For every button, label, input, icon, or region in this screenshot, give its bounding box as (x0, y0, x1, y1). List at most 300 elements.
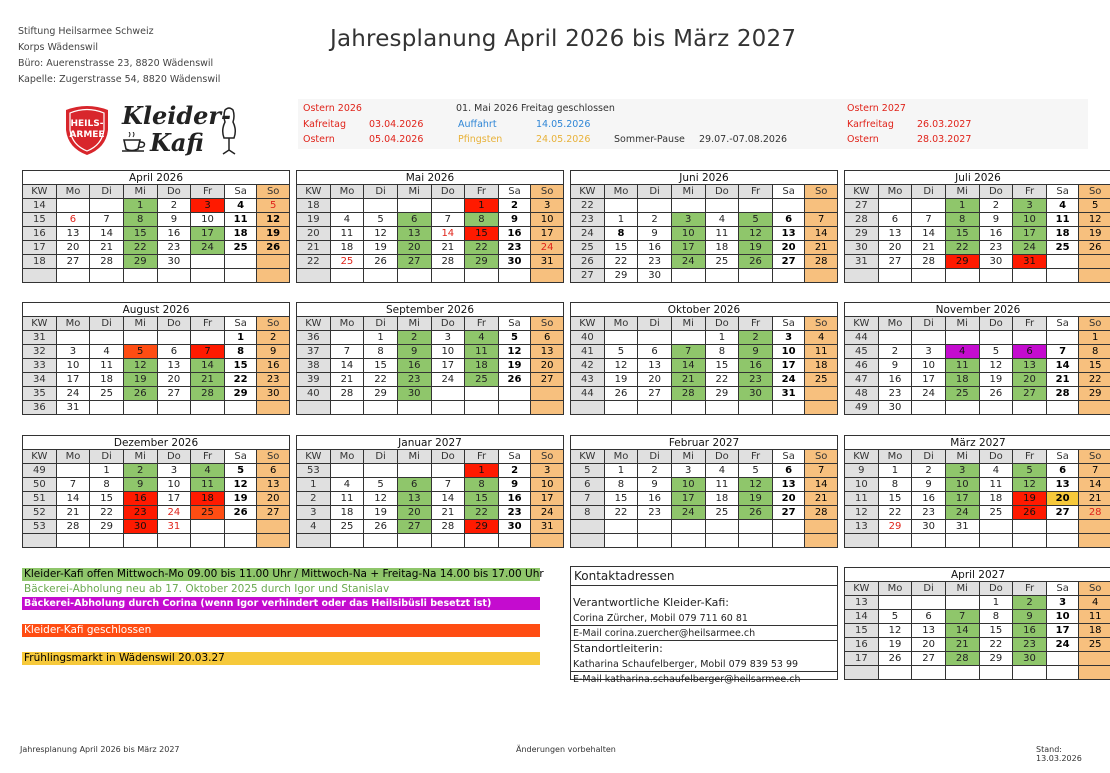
day-cell (191, 331, 225, 345)
kafreitag-date: 03.04.2026 (369, 119, 424, 130)
week-row (845, 199, 1110, 213)
day-cell (224, 269, 257, 283)
day-cell: 29 (123, 255, 157, 269)
day-cell: 7 (56, 478, 90, 492)
day-cell: 13 (56, 227, 90, 241)
day-cell: 10 (157, 478, 191, 492)
day-cell: 28 (912, 255, 946, 269)
day-cell: 6 (397, 213, 431, 227)
week-row (571, 492, 838, 506)
day-cell: 26 (224, 506, 257, 520)
month-title: September 2026 (297, 303, 564, 317)
week-row (297, 241, 564, 255)
day-cell: 1 (364, 331, 398, 345)
weekday-header: Di (638, 317, 672, 331)
day-cell: 18 (224, 227, 257, 241)
weekday-header: Fr (1013, 450, 1047, 464)
day-cell: 10 (772, 345, 805, 359)
day-cell (671, 199, 705, 213)
day-cell (465, 269, 499, 283)
day-cell (531, 387, 564, 401)
month-table (570, 435, 838, 548)
day-cell: 28 (1079, 506, 1110, 520)
weekday-header: Di (912, 317, 946, 331)
day-cell (90, 269, 124, 283)
weekday-header: Do (979, 185, 1013, 199)
day-cell: 25 (330, 520, 364, 534)
weekday-header: Fr (465, 317, 499, 331)
day-cell: 15 (979, 624, 1013, 638)
day-cell: 9 (878, 359, 912, 373)
day-cell: 18 (705, 492, 739, 506)
day-cell (498, 387, 531, 401)
weekday-header: Mi (671, 185, 705, 199)
day-cell: 10 (431, 345, 465, 359)
week-row (845, 241, 1110, 255)
week-row (297, 199, 564, 213)
day-cell (330, 401, 364, 415)
week-row (845, 227, 1110, 241)
day-cell: 4 (330, 213, 364, 227)
day-cell: 30 (878, 401, 912, 415)
day-cell (330, 199, 364, 213)
weekday-header: Do (705, 450, 739, 464)
day-cell: 13 (397, 227, 431, 241)
day-cell: 23 (878, 387, 912, 401)
day-cell: 27 (912, 652, 946, 666)
day-cell (912, 534, 946, 548)
day-cell: 2 (638, 213, 672, 227)
week-number: 40 (297, 387, 331, 401)
day-cell: 12 (739, 478, 773, 492)
week-row (297, 359, 564, 373)
day-cell: 19 (1013, 492, 1047, 506)
day-cell (671, 520, 705, 534)
day-cell: 7 (330, 345, 364, 359)
day-cell: 4 (191, 464, 225, 478)
day-cell: 19 (364, 506, 398, 520)
mai-note: 01. Mai 2026 Freitag geschlossen (456, 103, 615, 114)
weekday-header: Do (979, 582, 1013, 596)
day-cell: 10 (671, 478, 705, 492)
day-cell: 3 (1013, 199, 1047, 213)
day-cell (431, 199, 465, 213)
month-title: Dezember 2026 (23, 436, 290, 450)
weekday-header: Do (431, 450, 465, 464)
week-row (297, 478, 564, 492)
week-row (23, 241, 290, 255)
week-number: 21 (297, 241, 331, 255)
day-cell (364, 534, 398, 548)
day-cell: 22 (604, 506, 638, 520)
day-cell (56, 464, 90, 478)
week-row (845, 213, 1110, 227)
day-cell (1046, 401, 1079, 415)
day-cell: 26 (739, 255, 773, 269)
ostern-2027-date: 28.03.2027 (917, 134, 972, 145)
day-cell: 12 (979, 359, 1013, 373)
day-cell: 18 (465, 359, 499, 373)
month-title: Januar 2027 (297, 436, 564, 450)
day-cell (671, 534, 705, 548)
day-cell (945, 666, 979, 680)
day-cell (364, 269, 398, 283)
day-cell: 16 (979, 227, 1013, 241)
week-number (571, 401, 605, 415)
day-cell: 16 (878, 373, 912, 387)
day-cell: 10 (191, 213, 225, 227)
day-cell: 30 (739, 387, 773, 401)
day-cell (123, 401, 157, 415)
day-cell: 30 (638, 269, 672, 283)
week-number: 28 (845, 213, 879, 227)
day-cell: 18 (330, 241, 364, 255)
day-cell: 7 (1079, 464, 1110, 478)
day-cell: 25 (90, 387, 124, 401)
month-title: Juli 2026 (845, 171, 1110, 185)
week-row (845, 331, 1110, 345)
day-cell (224, 534, 257, 548)
week-row (571, 387, 838, 401)
day-cell: 19 (604, 373, 638, 387)
weekday-header: Do (705, 185, 739, 199)
week-number: 33 (23, 359, 57, 373)
week-number: 19 (297, 213, 331, 227)
day-cell: 26 (498, 373, 531, 387)
weekday-header: Mi (945, 450, 979, 464)
week-number: 10 (845, 478, 879, 492)
week-row (23, 227, 290, 241)
day-cell: 7 (945, 610, 979, 624)
weekday-header: Sa (224, 450, 257, 464)
week-number: 50 (23, 478, 57, 492)
weekday-header: Do (979, 317, 1013, 331)
month-table (844, 302, 1110, 415)
day-cell (531, 269, 564, 283)
day-cell: 24 (912, 387, 946, 401)
weekday-header: Fr (739, 185, 773, 199)
day-cell: 20 (1013, 373, 1047, 387)
site-lead-name: Katharina Schaufelberger, Mobil 079 839 53 99 (571, 657, 837, 672)
day-cell (498, 534, 531, 548)
day-cell (912, 331, 946, 345)
day-cell: 17 (1046, 624, 1079, 638)
week-number: 14 (845, 610, 879, 624)
day-cell: 14 (90, 227, 124, 241)
day-cell: 19 (123, 373, 157, 387)
day-cell: 28 (945, 652, 979, 666)
day-cell (90, 199, 124, 213)
day-cell: 27 (257, 506, 290, 520)
day-cell: 8 (604, 227, 638, 241)
ostern-2026-title: Ostern 2026 (303, 103, 362, 114)
day-cell (257, 401, 290, 415)
weekday-header: Sa (224, 317, 257, 331)
week-row (571, 506, 838, 520)
day-cell (945, 401, 979, 415)
day-cell: 19 (878, 638, 912, 652)
day-cell: 22 (90, 506, 124, 520)
weekday-header: Sa (1046, 582, 1079, 596)
footer-center: Änderungen vorbehalten (516, 745, 616, 754)
weekday-header: Mo (56, 450, 90, 464)
day-cell: 26 (1013, 506, 1047, 520)
day-cell: 27 (157, 387, 191, 401)
day-cell: 12 (364, 227, 398, 241)
day-cell: 5 (604, 345, 638, 359)
day-cell: 5 (257, 199, 290, 213)
day-cell: 22 (123, 241, 157, 255)
day-cell: 12 (878, 624, 912, 638)
week-number: 16 (845, 638, 879, 652)
responsible-name: Corina Zürcher, Mobil 079 711 60 81 (571, 611, 837, 626)
karfreitag-label: Karfreitag (847, 119, 894, 130)
day-cell: 10 (56, 359, 90, 373)
week-number (845, 534, 879, 548)
day-cell: 6 (772, 464, 805, 478)
day-cell (772, 199, 805, 213)
day-cell: 31 (1013, 255, 1047, 269)
month-table (570, 170, 838, 283)
weekday-header: KW (571, 185, 605, 199)
day-cell (979, 269, 1013, 283)
day-cell: 11 (1079, 610, 1110, 624)
day-cell: 13 (1046, 478, 1079, 492)
day-cell: 11 (979, 478, 1013, 492)
day-cell: 5 (364, 213, 398, 227)
day-cell: 8 (979, 610, 1013, 624)
day-cell: 23 (1013, 638, 1047, 652)
day-cell: 28 (805, 506, 838, 520)
day-cell: 12 (257, 213, 290, 227)
month-table (296, 302, 564, 415)
weekday-header: Fr (191, 317, 225, 331)
day-cell: 24 (671, 506, 705, 520)
weekday-header: Mo (604, 185, 638, 199)
day-cell: 26 (878, 652, 912, 666)
day-cell: 19 (1079, 227, 1110, 241)
day-cell (364, 199, 398, 213)
day-cell (330, 534, 364, 548)
weekday-header: Di (90, 317, 124, 331)
day-cell: 7 (671, 345, 705, 359)
day-cell: 21 (805, 241, 838, 255)
day-cell: 7 (1046, 345, 1079, 359)
day-cell: 4 (224, 199, 257, 213)
day-cell (1046, 331, 1079, 345)
week-number (297, 269, 331, 283)
week-number: 8 (571, 506, 605, 520)
day-cell: 8 (945, 213, 979, 227)
day-cell: 24 (671, 255, 705, 269)
month-table (296, 170, 564, 283)
day-cell (56, 199, 90, 213)
day-cell: 7 (90, 213, 124, 227)
weekday-header: Fr (739, 450, 773, 464)
week-number: 13 (845, 520, 879, 534)
week-number: 16 (23, 227, 57, 241)
month-table (22, 302, 290, 415)
auffahrt-label: Auffahrt (458, 119, 497, 130)
weekday-header: KW (845, 450, 879, 464)
day-cell: 9 (123, 478, 157, 492)
day-cell: 11 (224, 213, 257, 227)
day-cell: 3 (157, 464, 191, 478)
month-calendar (570, 435, 838, 548)
day-cell: 23 (157, 241, 191, 255)
day-cell (431, 464, 465, 478)
week-row (297, 387, 564, 401)
day-cell: 28 (431, 520, 465, 534)
day-cell: 8 (364, 345, 398, 359)
week-number (845, 269, 879, 283)
day-cell: 26 (979, 387, 1013, 401)
week-row (845, 387, 1110, 401)
day-cell: 18 (191, 492, 225, 506)
day-cell: 17 (531, 227, 564, 241)
day-cell: 21 (56, 506, 90, 520)
day-cell: 8 (465, 478, 499, 492)
week-row (845, 373, 1110, 387)
day-cell (56, 331, 90, 345)
day-cell: 6 (772, 213, 805, 227)
week-number (23, 269, 57, 283)
day-cell (157, 534, 191, 548)
day-cell (1079, 652, 1110, 666)
week-number: 36 (23, 401, 57, 415)
day-cell: 26 (1079, 241, 1110, 255)
day-cell: 29 (979, 652, 1013, 666)
day-cell (945, 596, 979, 610)
day-cell: 2 (878, 345, 912, 359)
svg-text:HEILS-: HEILS- (70, 119, 104, 129)
day-cell: 6 (1013, 345, 1047, 359)
week-row (23, 492, 290, 506)
day-cell: 11 (1046, 213, 1079, 227)
day-cell: 2 (157, 199, 191, 213)
day-cell: 3 (772, 331, 805, 345)
day-cell (705, 269, 739, 283)
day-cell: 25 (330, 255, 364, 269)
day-cell: 12 (123, 359, 157, 373)
day-cell (397, 199, 431, 213)
day-cell: 1 (945, 199, 979, 213)
month-calendar (296, 435, 564, 548)
day-cell: 8 (224, 345, 257, 359)
day-cell (705, 520, 739, 534)
day-cell: 1 (90, 464, 124, 478)
day-cell: 27 (772, 255, 805, 269)
day-cell: 5 (364, 478, 398, 492)
weekday-header: KW (845, 317, 879, 331)
day-cell: 15 (465, 227, 499, 241)
month-title: Mai 2026 (297, 171, 564, 185)
weekday-header: So (257, 450, 290, 464)
logo-text-line1: Kleider- (122, 101, 232, 130)
weekday-header: KW (571, 317, 605, 331)
day-cell: 1 (465, 464, 499, 478)
day-cell: 6 (1046, 464, 1079, 478)
day-cell: 1 (705, 331, 739, 345)
weekday-header: Sa (498, 450, 531, 464)
day-cell: 19 (739, 492, 773, 506)
day-cell: 24 (431, 373, 465, 387)
day-cell (805, 199, 838, 213)
weekday-header: Mi (945, 317, 979, 331)
week-number: 6 (571, 478, 605, 492)
day-cell: 21 (805, 492, 838, 506)
weekday-header: Mo (56, 185, 90, 199)
weekday-header: KW (297, 450, 331, 464)
week-row (23, 534, 290, 548)
day-cell: 7 (191, 345, 225, 359)
month-calendar (296, 170, 564, 283)
day-cell: 2 (979, 199, 1013, 213)
week-number: 7 (571, 492, 605, 506)
day-cell (224, 401, 257, 415)
day-cell: 11 (330, 492, 364, 506)
org-chapel: Kapelle: Zugerstrasse 54, 8820 Wädenswil (18, 74, 221, 85)
day-cell: 13 (878, 227, 912, 241)
weekday-header: Di (364, 185, 398, 199)
contacts-title: Kontaktadressen (571, 567, 837, 586)
weekday-header: So (531, 185, 564, 199)
week-row (297, 213, 564, 227)
day-cell: 1 (465, 199, 499, 213)
week-number: 15 (845, 624, 879, 638)
day-cell (772, 269, 805, 283)
day-cell (1046, 269, 1079, 283)
week-number: 3 (297, 506, 331, 520)
week-row (23, 331, 290, 345)
month-calendar (570, 302, 838, 415)
day-cell: 19 (498, 359, 531, 373)
day-cell: 11 (945, 359, 979, 373)
legend-closed: Kleider-Kafi geschlossen (22, 624, 540, 637)
day-cell: 4 (705, 464, 739, 478)
day-cell: 2 (397, 331, 431, 345)
ostern-date: 05.04.2026 (369, 134, 424, 145)
day-cell (224, 520, 257, 534)
day-cell (56, 269, 90, 283)
auffahrt-date: 14.05.2026 (536, 119, 591, 130)
day-cell (498, 401, 531, 415)
day-cell: 23 (498, 241, 531, 255)
day-cell: 29 (878, 520, 912, 534)
day-cell: 13 (638, 359, 672, 373)
weekday-header: So (531, 317, 564, 331)
day-cell (739, 199, 773, 213)
day-cell (638, 199, 672, 213)
weekday-header: Mi (123, 317, 157, 331)
weekday-header: So (1079, 582, 1110, 596)
day-cell: 16 (912, 492, 946, 506)
day-cell: 22 (465, 241, 499, 255)
day-cell: 24 (191, 241, 225, 255)
sommer-label: Sommer-Pause (614, 134, 685, 145)
weekday-header: Mi (945, 582, 979, 596)
day-cell: 18 (1046, 227, 1079, 241)
day-cell: 22 (979, 638, 1013, 652)
day-cell: 14 (330, 359, 364, 373)
day-cell: 22 (1079, 373, 1110, 387)
week-number (297, 534, 331, 548)
weekday-header: Fr (191, 450, 225, 464)
day-cell (878, 199, 912, 213)
weekday-header: Di (912, 450, 946, 464)
month-calendar (22, 435, 290, 548)
week-row (23, 373, 290, 387)
